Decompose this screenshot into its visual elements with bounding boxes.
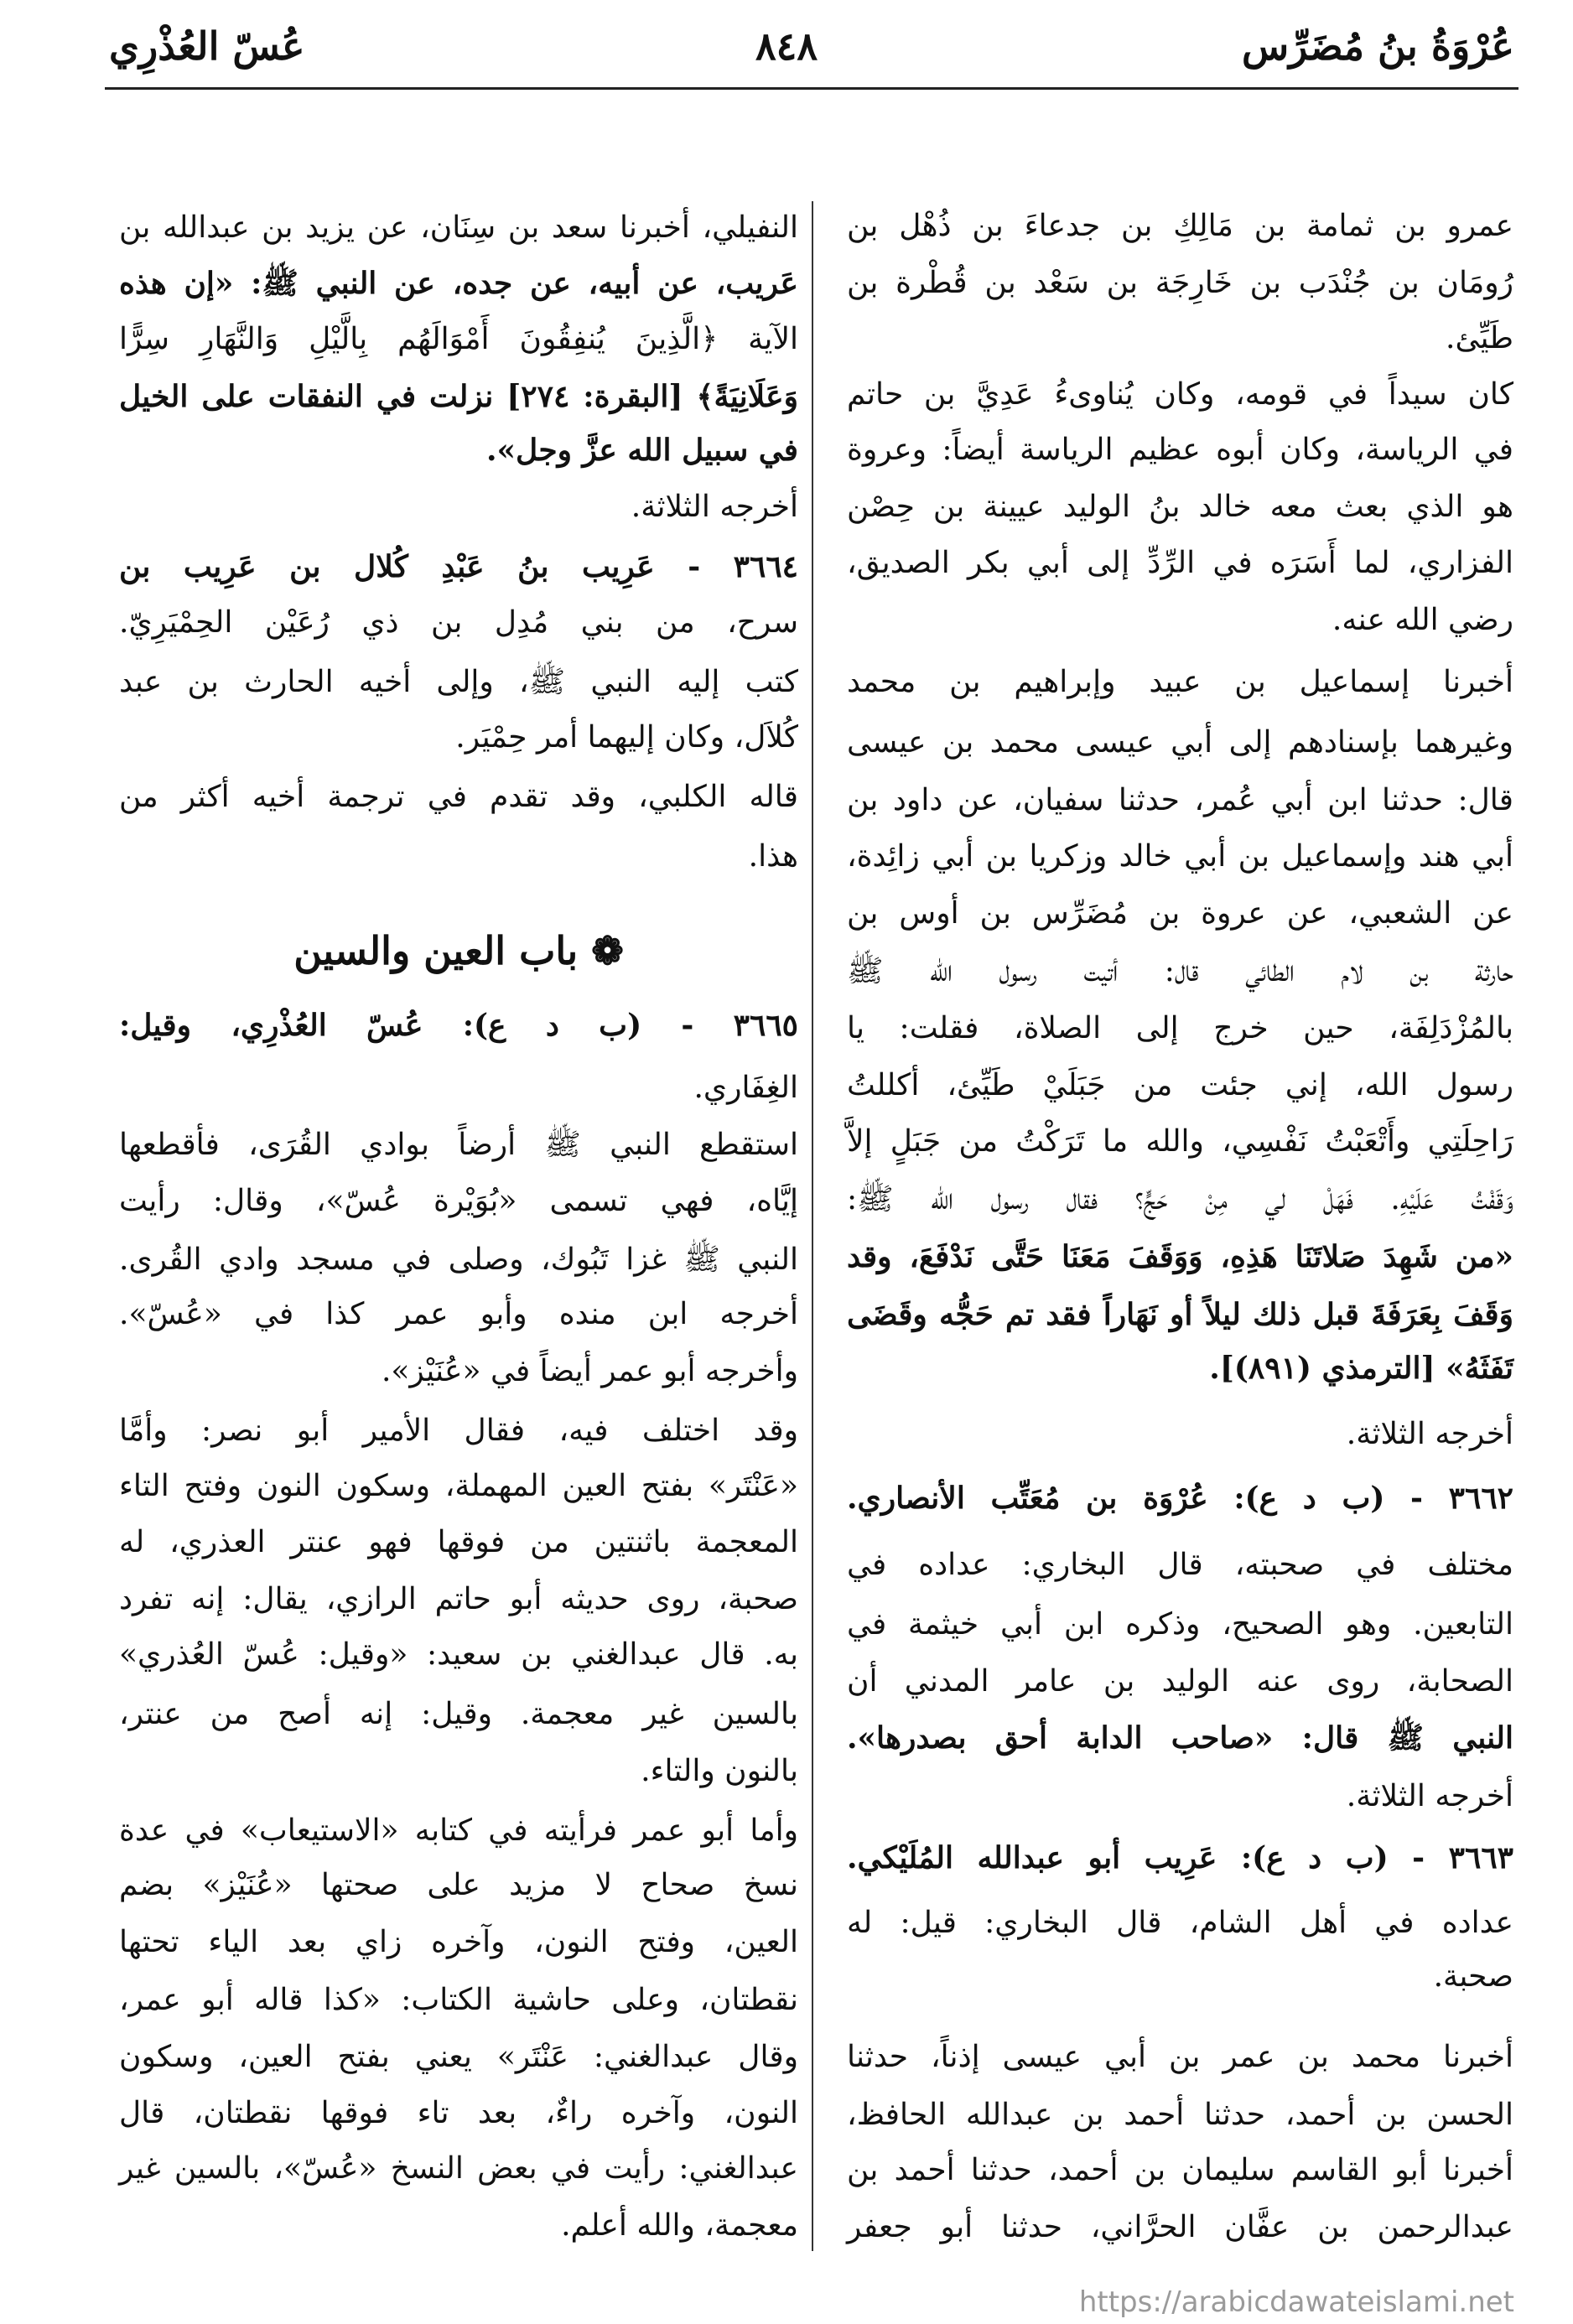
text-line: بالسين غير معجمة. وقيل: إنه أصح من عنتر، xyxy=(119,1696,798,1731)
text-line: في سبيل الله عزَّ وجل». xyxy=(486,433,798,469)
text-line: أخرجه الثلاثة. xyxy=(1346,1778,1513,1813)
running-head-right: عُرْوَةُ بنُ مُضَرِّس xyxy=(1241,23,1514,69)
text-line: الصحابة، روى عنه الوليد بن عامر المدني أن xyxy=(847,1663,1513,1699)
text-line: عن الشعبي، عن عروة بن مُضَرِّس بن أوس بن xyxy=(847,896,1513,931)
text-line: كُلاَل، وكان إليهما أمر حِمْيَر. xyxy=(455,720,798,755)
text-line: به. قال عبدالغني بن سعيد: «وقيل: عُسّ العُذري» xyxy=(119,1637,798,1672)
text-line: وأخرجه أبو عمر أيضاً في «عُنَيْز». xyxy=(381,1353,798,1388)
text-line: تَفَثَهُ» [الترمذي (٨٩١)]. xyxy=(1209,1351,1513,1387)
text-line: نسخ صحاح لا مزيد على صحتها «عُنَيْز» بضم xyxy=(119,1868,798,1903)
watermark-url: https://arabicdawateislami.net xyxy=(1078,2285,1514,2319)
text-line: وقد اختلف فيه، فقال الأمير أبو نصر: وأمَّا xyxy=(119,1414,798,1449)
text-line: صحبة، روى حديثه أبو حاتم الرازي، يقال: إنه تفرد xyxy=(119,1582,798,1616)
text-line: طَيِّئ. xyxy=(1446,320,1513,355)
text-line: «من شَهِدَ صَلاتَنَا هَذِهِ، وَوَقَفَ مَعَنَا حَتَّى نَدْفَعَ، وقد xyxy=(847,1239,1513,1275)
text-line: عبدالغني: رأيت في بعض النسخ «عُسّ»، بالسين غير xyxy=(119,2151,798,2187)
left-column xyxy=(119,0,798,2324)
text-line: سرح، من بني مُدِل بن ذي رُعَيْن الحِمْيَرِيّ. xyxy=(119,605,798,641)
text-line: عداده في أهل الشام، قال البخاري: قيل: له xyxy=(847,1905,1513,1940)
text-line: أخرجه الثلاثة. xyxy=(1346,1416,1513,1451)
text-line: ٣٦٦٣ - (ب د ع): عَرِيب أبو عبدالله المُلَيْكي. xyxy=(847,1839,1513,1875)
text-line: صحبة. xyxy=(1433,1958,1513,1994)
text-line: النفيلي، أخبرنا سعد بن سِنَان، عن يزيد بن عبدالله بن xyxy=(119,210,798,246)
text-line: النون، وآخره راءٌ، بعد تاء فوقها نقطتان، قال xyxy=(119,2096,798,2131)
section-heading: ❁ باب العين والسين xyxy=(293,928,624,974)
text-line: أخرجه الثلاثة. xyxy=(631,489,798,524)
text-line: قاله الكلبي، وقد تقدم في ترجمة أخيه أكثر من xyxy=(119,780,798,815)
text-line: استقطع النبي ﷺ أرضاً بوادي القُرَى، فأقطعها xyxy=(119,1127,798,1162)
text-line: أبي هند وإسماعيل بن أبي خالد وزكريا بن أبي زائِدة، xyxy=(847,839,1513,874)
text-line: نقطتان، وعلى حاشية الكتاب: «كذا قاله أبو عمر، xyxy=(119,1983,798,2018)
text-line: معجمة، والله أعلم. xyxy=(561,2207,798,2243)
text-line: في الرياسة، وكان أبوه عظيم الرياسة أيضاً: وعروة xyxy=(847,433,1513,468)
text-line: إيَّاه، فهي تسمى «بُوَيْرة عُسّ»، وقال: رأيت xyxy=(119,1184,798,1219)
text-line: عبدالرحمن بن عفَّان الحرَّاني، حدثنا أبو جعفر xyxy=(847,2209,1513,2244)
right-column xyxy=(847,0,1513,2324)
text-line: «عَنْتَر» بفتح العين المهملة، وسكون النون وفتح التاء xyxy=(119,1468,798,1503)
text-line: وَقَفَ بِعَرَفَةَ قبل ذلك ليلاً أو نَهَاراً فقد تم حَجُّه وقَضَى xyxy=(847,1297,1513,1333)
text-line: العين، وفتح النون، وآخره زاي بعد الياء تحتها xyxy=(119,1924,798,1959)
text-line: ٣٦٦٢ - (ب د ع): عُرْوَة بن مُعَتِّب الأنصاري. xyxy=(847,1481,1513,1517)
text-line: هو الذي بعث معه خالد بنُ الوليد عيينة بن حِصْن xyxy=(847,489,1513,524)
text-line: أخبرنا محمد بن عمر بن أبي عيسى إذناً، حدثنا xyxy=(847,2039,1513,2074)
text-line: وأما أبو عمر فرأيته في كتابه «الاستيعاب» في عدة xyxy=(119,1813,798,1848)
text-line: رُومَان بن جُنْدَب بن خَارِجَة بن سَعْد بن قُطْرة بن xyxy=(847,265,1513,300)
text-line: حارثة بن لام الطائي قال: أتيت رسول الله ﷺ xyxy=(847,954,1513,989)
text-line: النبي ﷺ غزا تَبُوك، وصلى في مسجد وادي القُرى. xyxy=(119,1242,798,1277)
column-divider xyxy=(812,201,813,2251)
text-line: رَاحِلَتِي وأَتْعَبْتُ نَفْسِي، والله ما تَرَكْتُ من جَبَلٍ إلاَّ xyxy=(847,1124,1513,1159)
text-line: أخبرنا إسماعيل بن عبيد وإبراهيم بن محمد xyxy=(847,665,1513,700)
text-line: وَقَفْتُ عَلَيْهِ. فَهَلْ لي مِنْ حَجٍّ؟ فقال رسول الله ﷺ: xyxy=(847,1182,1513,1217)
text-line: ٣٦٦٥ - (ب د ع): عُسّ العُذْرِي، وقيل: xyxy=(119,1008,798,1044)
text-line: الفزاري، لما أَسَرَه في الرِّدِّ إلى أبي بكر الصديق، xyxy=(847,546,1513,581)
text-line: رضي الله عنه. xyxy=(1332,602,1513,637)
text-line: الغِفَاري. xyxy=(693,1071,798,1106)
text-line: كتب إليه النبي ﷺ، وإلى أخيه الحارث بن عبد xyxy=(119,665,798,700)
text-line: عَريب، عن أبيه، عن جده، عن النبي ﷺ: «إن هذه xyxy=(119,265,798,301)
text-line: عمرو بن ثمامة بن مَالِكِ بن جدعاءَ بن ذُهْل بن xyxy=(847,209,1513,244)
text-line: وَعَلَانِيَةً﴾ [البقرة: ٢٧٤] نزلت في النفقات على الخيل xyxy=(119,379,798,414)
text-line: ٣٦٦٤ - عَرِيب بنُ عَبْدِ كُلال بن عَرِيب بن xyxy=(119,548,798,584)
running-head-left: عُسّ العُذْرِي xyxy=(109,23,305,69)
text-line: بالنون والتاء. xyxy=(641,1753,798,1788)
text-line: كان سيداً في قومه، وكان يُناوىءُ عَدِيَّ بن حاتم xyxy=(847,377,1513,412)
text-line: الآية ﴿الَّذِينَ يُنفِقُونَ أَمْوَالَهُم بِالَّيْلِ وَالنَّهَارِ سِرًّا xyxy=(119,322,798,357)
text-line: أخرجه ابن منده وأبو عمر كذا في «عُسّ». xyxy=(119,1297,798,1332)
text-line: النبي ﷺ قال: «صاحب الدابة أحق بصدرها». xyxy=(847,1720,1513,1756)
text-line: قال: حدثنا ابن أبي عُمر، حدثنا سفيان، عن داود بن xyxy=(847,782,1513,817)
text-line: وقال عبدالغني: عَنْتَر» يعني بفتح العين، وسكون xyxy=(119,2039,798,2074)
text-line: وغيرهما بإسنادهم إلى أبي عيسى محمد بن عيسى xyxy=(847,724,1513,760)
text-line: بالمُزْدَلِفَة، حين خرج إلى الصلاة، فقلت: يا xyxy=(847,1010,1513,1045)
text-line: أخبرنا أبو القاسم سليمان بن أحمد، حدثنا أحمد بن xyxy=(847,2153,1513,2188)
text-line: الحسن بن أحمد، حدثنا أحمد بن عبدالله الحافظ، xyxy=(847,2098,1513,2133)
text-line: مختلف في صحبته، قال البخاري: عداده في xyxy=(847,1548,1513,1583)
text-line: التابعين. وهو الصحيح، وذكره ابن أبي خيثمة في xyxy=(847,1607,1513,1642)
text-line: المعجمة باثنتين من فوقها فهو عنتر العذري، له xyxy=(119,1525,798,1560)
text-line: رسول الله، إني جئت من جَبَلَيْ طَيِّئ، أكللتُ xyxy=(847,1067,1513,1102)
text-line: هذا. xyxy=(748,839,798,874)
page-number: ٨٤٨ xyxy=(755,23,818,69)
